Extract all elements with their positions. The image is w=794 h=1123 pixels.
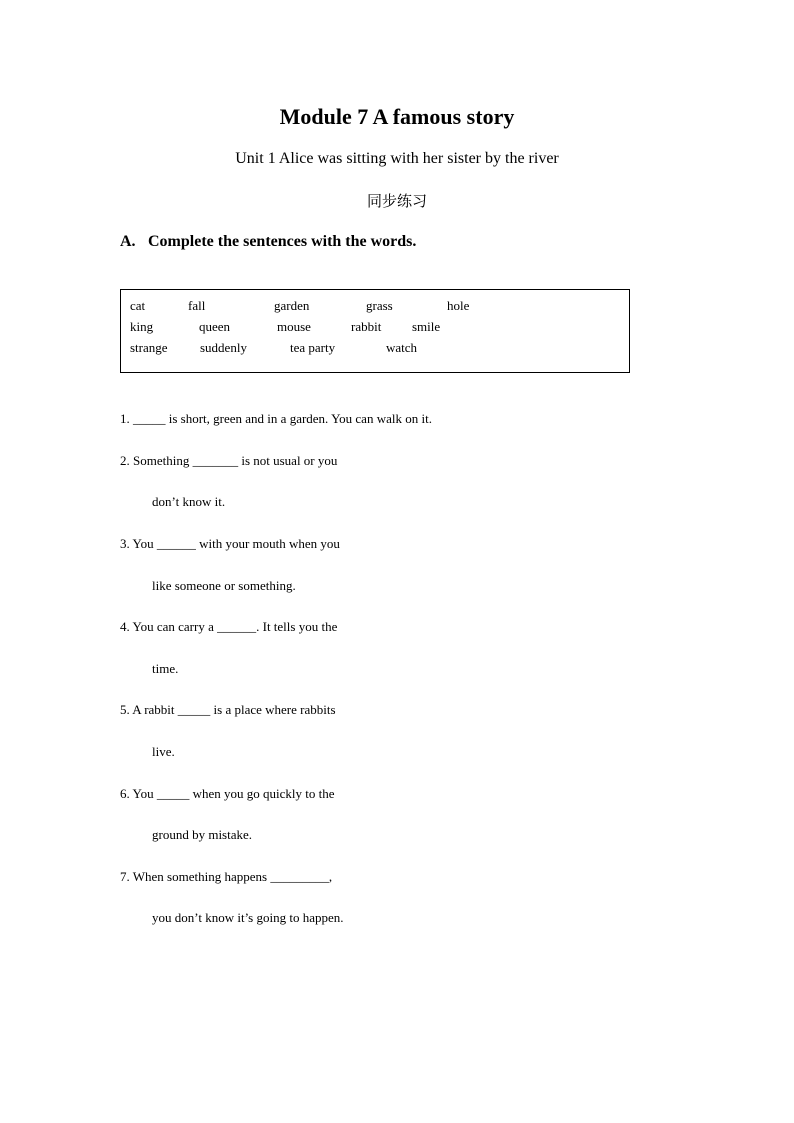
exercise-tag: 同步练习: [366, 192, 427, 210]
page-title: Module 7 A famous story: [279, 104, 515, 129]
question-6-line-2: ground by mistake.: [152, 827, 253, 842]
question-1-line-1: 1. _____ is short, green and in a garden. You can walk on it.: [120, 411, 432, 426]
question-7-line-1: 7. When something happens _________,: [120, 869, 333, 884]
word-bank-item: grass: [366, 298, 393, 313]
question-4-line-2: time.: [152, 661, 179, 676]
word-bank-item: rabbit: [351, 319, 382, 334]
word-bank-item: mouse: [277, 319, 311, 334]
question-2-line-1: 2. Something _______ is not usual or you: [120, 453, 338, 468]
page-subtitle: Unit 1 Alice was sitting with her sister by the river: [235, 150, 559, 167]
question-4-line-1: 4. You can carry a ______. It tells you the: [120, 619, 338, 634]
section-letter: A.: [120, 233, 136, 250]
word-bank-item: cat: [130, 298, 146, 313]
question-2-line-2: don’t know it.: [152, 494, 226, 509]
word-bank-box: [120, 289, 630, 373]
word-bank-item: watch: [386, 340, 418, 355]
question-3-line-1: 3. You ______ with your mouth when you: [120, 536, 340, 551]
question-3-line-2: like someone or something.: [152, 578, 296, 593]
word-bank-item: king: [130, 319, 154, 334]
word-bank-item: hole: [447, 298, 470, 313]
word-bank-item: tea party: [290, 340, 336, 355]
question-5-line-2: live.: [152, 744, 175, 759]
word-bank-item: garden: [274, 298, 310, 313]
question-7-line-2: you don’t know it’s going to happen.: [152, 910, 344, 925]
section-a-heading: [120, 231, 416, 253]
word-bank-item: smile: [412, 319, 441, 334]
question-6-line-1: 6. You _____ when you go quickly to the: [120, 786, 335, 801]
word-bank-item: queen: [199, 319, 231, 334]
section-instruction: Complete the sentences with the words.: [148, 233, 417, 250]
word-bank-item: fall: [188, 298, 206, 313]
word-bank-item: suddenly: [200, 340, 247, 355]
word-bank-item: strange: [130, 340, 168, 355]
question-5-line-1: 5. A rabbit _____ is a place where rabbits: [120, 702, 336, 717]
